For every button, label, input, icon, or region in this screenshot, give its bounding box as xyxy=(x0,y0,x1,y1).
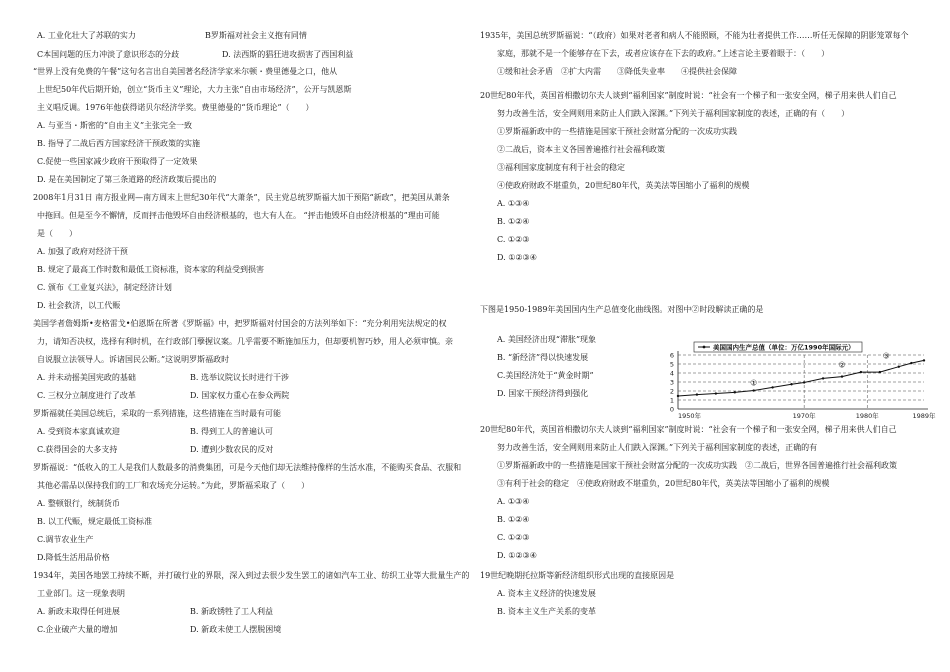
left-text-line: D. 是在美国制定了第三条道路的经济政策后提出的 xyxy=(37,175,217,184)
legend-label: 美国国内生产总值（单位：万亿1990年国际元） xyxy=(713,343,855,352)
gdp-data-point xyxy=(803,381,805,383)
y-tick-label: 6 xyxy=(669,351,674,360)
left-text-line: 罗斯福说：“低收入的工人是我们人数最多的消费集团，可是今天他们却无法维持像样的生活水准，不能购买食品、衣服和 xyxy=(33,463,462,472)
left-text-line: C. 颁布《工业复兴法》，制定经济计划 xyxy=(37,283,172,292)
right-text-line: A. ①③④ xyxy=(497,199,530,208)
right-text-line: B. “新经济”得以快速发展 xyxy=(497,353,589,362)
right-text-line: B. 资本主义生产关系的变革 xyxy=(497,607,596,616)
gdp-data-point xyxy=(910,362,912,364)
gdp-data-point xyxy=(841,375,843,377)
right-text-line: 家庭，那就不是一个能够存在下去，或者应该存在下去的政府。”上述言论主要着眼于：（ ） xyxy=(497,49,830,58)
y-tick-label: 4 xyxy=(669,369,674,378)
gdp-data-point xyxy=(677,395,679,397)
gdp-data-point xyxy=(860,371,862,373)
right-text-line: D. ①②③④ xyxy=(497,253,537,262)
left-text-line: A. 并未动摇美国宪政的基础 xyxy=(37,373,136,382)
left-text-line: 中拖回。但是至今不懈情，反而抨击他毁坏自由经济根基的，也大有人在。 “抨击他毁坏自由经济根基的”理由可能 xyxy=(37,211,440,220)
gdp-data-point xyxy=(752,389,754,391)
right-text-line: D. ①②③④ xyxy=(497,551,537,560)
left-text-line: D. 法西斯的猖狂进攻损害了西国利益 xyxy=(222,50,354,59)
left-text-line: 是（ ） xyxy=(37,229,77,238)
left-text-line: C.获得国会的大多支持 xyxy=(37,445,118,454)
left-text-line: 1934年，美国各地罢工持续不断，并打破行业的界限，深入到过去很少发生罢工的诸如汽车工业、纺织工业等大批量生产的 xyxy=(33,571,470,580)
left-text-line: “世界上没有免费的午餐”这句名言出自美国著名经济学家米尔顿・费里德曼之口，他从 xyxy=(33,67,338,76)
left-text-line: C. 三权分立制度进行了改革 xyxy=(37,391,136,400)
left-text-line: 2008年1月31日 南方报业网—南方周末上世纪30年代“大萧条”，民主党总统罗斯福大加干预陷“新政”，把美国从萧条 xyxy=(33,193,450,202)
right-text-line: A. 资本主义经济的快速发展 xyxy=(497,589,596,598)
right-text-line: 1935年，美国总统罗斯福说：“（政府）如果对老者和病人不能照顾，不能为壮者提供工作……听任无保障的阴影笼罩每个 xyxy=(480,31,909,40)
left-text-line: D. 社会救济，以工代赈 xyxy=(37,301,121,310)
left-text-line: C.企业破产大量的增加 xyxy=(37,625,118,634)
period-label: ③ xyxy=(882,351,890,361)
right-text-line: C. ①②③ xyxy=(497,235,530,244)
left-text-line: A. 整顿银行，统制货币 xyxy=(37,499,120,508)
right-text-line: D. 国家干预经济得到强化 xyxy=(497,389,589,398)
right-text-line: B. ①②④ xyxy=(497,217,530,226)
left-text-line: B. 指导了二战后西方国家经济干预政策的实施 xyxy=(37,139,200,148)
left-text-line: C本国问题的压力冲淡了意识形态的分歧 xyxy=(37,50,180,59)
period-label: ① xyxy=(750,378,758,388)
left-text-line: 罗斯福就任美国总统后，采取的一系列措施，这些措施在当时最有可能 xyxy=(33,409,281,418)
right-text-line: 努力改善生活，安全网则用来防止人们跌入深渊。”下列关于福利国家制度的表述，正确的有（ ） xyxy=(497,109,850,118)
chart-svg xyxy=(664,341,936,423)
left-text-line: B. 规定了最高工作时数和最低工资标准，资本家的利益受到损害 xyxy=(37,265,264,274)
left-text-line: D. 新政未使工人摆脱困境 xyxy=(190,625,282,634)
right-text-line: A. 美国经济出现“滞胀”现象 xyxy=(497,335,597,344)
x-tick-label: 1970年 xyxy=(792,412,816,420)
right-text-line: 努力改善生活，安全网则用来防止人们跌入深渊。”下列关于福利国家制度的表述，正确的有 xyxy=(497,443,818,452)
right-text-line: B. ①②④ xyxy=(497,515,530,524)
left-text-line: 其他必需品以保持我们的工厂和农场充分运转。”为此，罗斯福采取了（ ） xyxy=(37,481,310,490)
right-text-line: ④使政府财政不堪重负，20世纪80年代，英美法等国缩小了福利的规模 xyxy=(497,181,750,190)
y-tick-label: 2 xyxy=(669,387,674,396)
left-text-line: 主义唱反调。1976年他获得诺贝尔经济学奖。费里德曼的“货币理论”（ ） xyxy=(37,103,314,112)
left-text-line: A. 工业化壮大了苏联的实力 xyxy=(37,31,136,40)
gdp-data-point xyxy=(923,359,925,361)
gdp-line-chart xyxy=(664,341,936,423)
right-text-line: 19世纪晚期托拉斯等新经济组织形式出现的直接原因是 xyxy=(480,571,675,580)
left-text-line: B. 新政锈牲了工人利益 xyxy=(190,607,273,616)
left-text-line: 美国学者詹姆斯•麦格雷戈•伯恩斯在所著《罗斯福》中，把罗斯福对付国会的方法列举如下：“充分利用宪法规定的权 xyxy=(33,319,447,328)
legend-marker xyxy=(703,346,706,349)
left-text-line: B. 选举议院议长时进行干涉 xyxy=(190,373,289,382)
right-text-line: C. ①②③ xyxy=(497,533,530,542)
right-text-line: ③有利于社会的稳定 ④使政府财政不堪重负，20世纪80年代，英美法等国缩小了福利的规模 xyxy=(497,479,830,488)
left-text-line: A. 与亚当・斯密的“自由主义”主张完全一致 xyxy=(37,121,193,130)
left-text-line: 上世纪50年代后期开始，创立“货币主义”理论，大力主张“自由市场经济”，公开与凯恩斯 xyxy=(37,85,352,94)
right-text-line: ①罗斯福新政中的一些措施是国家干预社会财富分配的一次成功实践 xyxy=(497,127,737,136)
gdp-data-point xyxy=(715,392,717,394)
x-tick-label: 1989年 xyxy=(912,412,936,420)
x-tick-label: 1950年 xyxy=(678,412,702,420)
right-text-line: A. ①③④ xyxy=(497,497,530,506)
gdp-data-point xyxy=(696,393,698,395)
left-text-line: B. 以工代赈，规定最低工资标准 xyxy=(37,517,152,526)
gdp-data-point xyxy=(734,391,736,393)
y-tick-label: 5 xyxy=(669,360,674,369)
right-text-line: ①罗斯福新政中的一些措施是国家干预社会财富分配的一次成功实践 ②二战后，世界各国普遍推行社会福利政策 xyxy=(497,461,897,470)
y-tick-label: 3 xyxy=(669,378,674,387)
left-text-line: 自说服立法领导人。诉诸国民公断。”这说明罗斯福政时 xyxy=(37,355,230,364)
y-tick-label: 0 xyxy=(669,405,674,414)
right-text-line: C.美国经济处于“黄金时期” xyxy=(497,371,594,380)
left-text-line: A. 新政未取得任何进展 xyxy=(37,607,120,616)
gdp-data-point xyxy=(790,383,792,385)
right-text-line: ②二战后，资本主义各国普遍推行社会福利政策 xyxy=(497,145,665,154)
left-text-line: D. 国家权力重心在参众两院 xyxy=(190,391,290,400)
left-text-line: C.调节农业生产 xyxy=(37,535,94,544)
gdp-data-point xyxy=(771,386,773,388)
left-text-line: A. 受到资本家真诚欢迎 xyxy=(37,427,120,436)
gdp-data-point xyxy=(898,366,900,368)
left-text-line: B罗斯福对社会主义抱有同情 xyxy=(205,31,307,40)
period-label: ② xyxy=(838,360,846,370)
right-text-line: ①缓和社会矛盾 ②扩大内需 ③降低失业率 ④提供社会保障 xyxy=(497,67,737,76)
left-text-line: 力，请知否决权，选择有利时机，在行政部门孽握议案。几乎需要不断施加压力，但却要机智巧妙，用人必须审慎。亲 xyxy=(37,337,453,346)
left-text-line: 工业部门。这一现象表明 xyxy=(37,589,125,598)
left-text-line: A. 加强了政府对经济干预 xyxy=(37,247,128,256)
y-tick-label: 1 xyxy=(669,396,674,405)
x-tick-label: 1980年 xyxy=(855,412,879,420)
left-text-line: B. 得到工人的普遍认可 xyxy=(190,427,273,436)
right-text-line: 20世纪80年代，英国首相撒切尔夫人谈到“福利国家”制度时说：“社会有一个梯子和一张安全网，梯子用来供人们自己 xyxy=(480,91,897,100)
right-text-line: 20世纪80年代，英国首相撒切尔夫人谈到“福利国家”制度时说：“社会有一个梯子和一张安全网，梯子用来供人们自己 xyxy=(480,425,897,434)
left-text-line: C.促使一些国家减少政府干预取得了一定效果 xyxy=(37,157,198,166)
left-text-line: D.降低生活用品价格 xyxy=(37,553,110,562)
gdp-data-point xyxy=(879,371,881,373)
right-text-line: ③福利国家度制度有利于社会的稳定 xyxy=(497,163,625,172)
gdp-data-point xyxy=(822,377,824,379)
gdp-series-line xyxy=(678,360,924,396)
left-text-line: D. 遭到少数农民的反对 xyxy=(190,445,274,454)
right-text-line: 下图是1950-1989年美国国内生产总值变化曲线图。对图中②时段解读正确的是 xyxy=(480,305,764,314)
